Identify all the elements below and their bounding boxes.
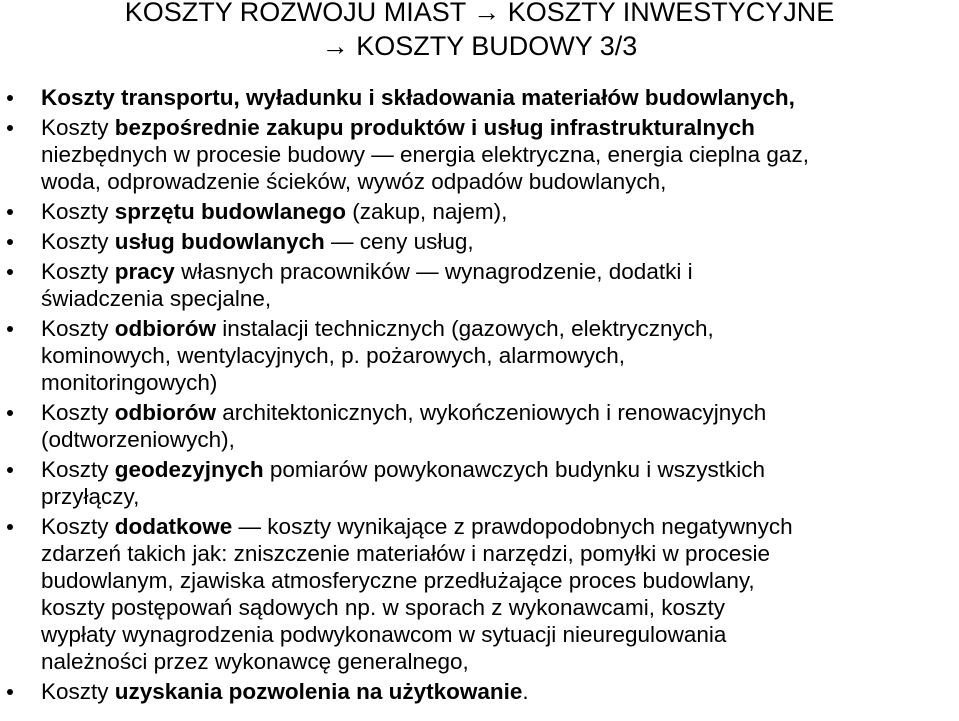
bullet-line (41, 540, 959, 567)
bullet-line (41, 456, 959, 483)
bullet-text: budowlanym, zjawiska atmosferyczne przedłużające proces budowlany, (41, 568, 755, 593)
bullet-item (0, 456, 959, 510)
slide-title (0, 0, 959, 63)
bullet-text: kominowych, wentylacyjnych, p. pożarowych, alarmowych, (41, 343, 625, 368)
bullet-line (41, 228, 959, 255)
bullet-text: — ceny usług, (324, 229, 474, 254)
bullet-line (41, 141, 959, 168)
bullet-bold-text: usług budowlanych (114, 229, 325, 254)
bullet-bold-text: geodezyjnych (114, 457, 264, 482)
bullet-text: Koszty (41, 115, 115, 140)
bullet-text: Koszty (41, 400, 115, 425)
bullet-dot-icon (7, 410, 13, 416)
bullet-list (0, 84, 959, 705)
bullet-text: monitoringowych) (41, 370, 218, 395)
bullet-line (41, 399, 959, 426)
bullet-text: architektonicznych, wykończeniowych i renowacyjnych (216, 400, 767, 425)
bullet-dot-icon (7, 95, 13, 101)
bullet-dot-icon (7, 689, 13, 695)
bullet-text: Koszty (41, 679, 115, 704)
bullet-item (0, 114, 959, 195)
bullet-text: Koszty (41, 457, 115, 482)
bullet-bold-text: odbiorów (114, 316, 217, 341)
bullet-text: pomiarów powykonawczych budynku i wszystkich (263, 457, 766, 482)
bullet-line (41, 168, 959, 195)
bullet-text: niezbędnych w procesie budowy — energia elektryczna, energia cieplna gaz, (41, 142, 809, 167)
bullet-dot-icon (7, 209, 13, 215)
bullet-bold-text: pracy (114, 259, 175, 284)
bullet-line (41, 198, 959, 225)
bullet-text: (zakup, najem), (346, 199, 508, 224)
bullet-bold-text: sprzętu budowlanego (114, 199, 347, 224)
bullet-item (0, 198, 959, 225)
bullet-dot-icon (7, 269, 13, 275)
bullet-text: — koszty wynikające z prawdopodobnych negatywnych (232, 514, 793, 539)
bullet-dot-icon (7, 239, 13, 245)
title-line-2: → KOSZTY BUDOWY 3/3 (321, 31, 638, 61)
bullet-text: zdarzeń takich jak: zniszczenie materiałów i narzędzi, pomyłki w procesie (41, 541, 771, 566)
bullet-text: przyłączy, (41, 484, 140, 509)
title-line-1: KOSZTY ROZWOJU MIAST → KOSZTY INWESTYCYJNE (124, 0, 835, 27)
bullet-dot-icon (7, 524, 13, 530)
bullet-line (41, 114, 959, 141)
bullet-text: Koszty (41, 199, 115, 224)
bullet-text: . (522, 679, 529, 704)
bullet-text: Koszty (41, 259, 115, 284)
bullet-line (41, 483, 959, 510)
bullet-item (0, 315, 959, 396)
bullet-bold-text: odbiorów (114, 400, 217, 425)
bullet-text: (odtworzeniowych), (41, 427, 235, 452)
bullet-dot-icon (7, 467, 13, 473)
bullet-text: własnych pracowników — wynagrodzenie, dodatki i (174, 259, 693, 284)
bullet-text: Koszty (41, 316, 115, 341)
bullet-dot-icon (7, 326, 13, 332)
bullet-bold-text: Koszty transportu, wyładunku i składowania materiałów budowlanych, (41, 85, 795, 110)
bullet-dot-icon (7, 125, 13, 131)
bullet-line (41, 84, 959, 111)
bullet-item (0, 258, 959, 312)
bullet-text: wypłaty wynagrodzenia podwykonawcom w sytuacji nieuregulowania (41, 622, 727, 647)
bullet-bold-text: bezpośrednie zakupu produktów i usług infrastrukturalnych (114, 115, 755, 140)
bullet-item (0, 84, 959, 111)
bullet-text: woda, odprowadzenie ścieków, wywóz odpadów budowlanych, (41, 169, 667, 194)
bullet-line (41, 678, 959, 705)
bullet-line (41, 369, 959, 396)
bullet-bold-text: uzyskania pozwolenia na użytkowanie (114, 679, 523, 704)
bullet-text: Koszty (41, 514, 115, 539)
bullet-text: należności przez wykonawcę generalnego, (41, 649, 469, 674)
bullet-bold-text: dodatkowe (114, 514, 233, 539)
bullet-item (0, 228, 959, 255)
bullet-line (41, 648, 959, 675)
bullet-line (41, 513, 959, 540)
bullet-line (41, 258, 959, 285)
bullet-line (41, 342, 959, 369)
bullet-line (41, 567, 959, 594)
bullet-line (41, 285, 959, 312)
bullet-text: świadczenia specjalne, (41, 286, 272, 311)
bullet-text: koszty postępowań sądowych np. w sporach z wykonawcami, koszty (41, 595, 726, 620)
bullet-item (0, 399, 959, 453)
bullet-line (41, 594, 959, 621)
bullet-text: Koszty (41, 229, 115, 254)
bullet-item (0, 513, 959, 675)
bullet-item (0, 678, 959, 705)
bullet-line (41, 426, 959, 453)
bullet-line (41, 315, 959, 342)
bullet-line (41, 621, 959, 648)
bullet-text: instalacji technicznych (gazowych, elektrycznych, (216, 316, 714, 341)
